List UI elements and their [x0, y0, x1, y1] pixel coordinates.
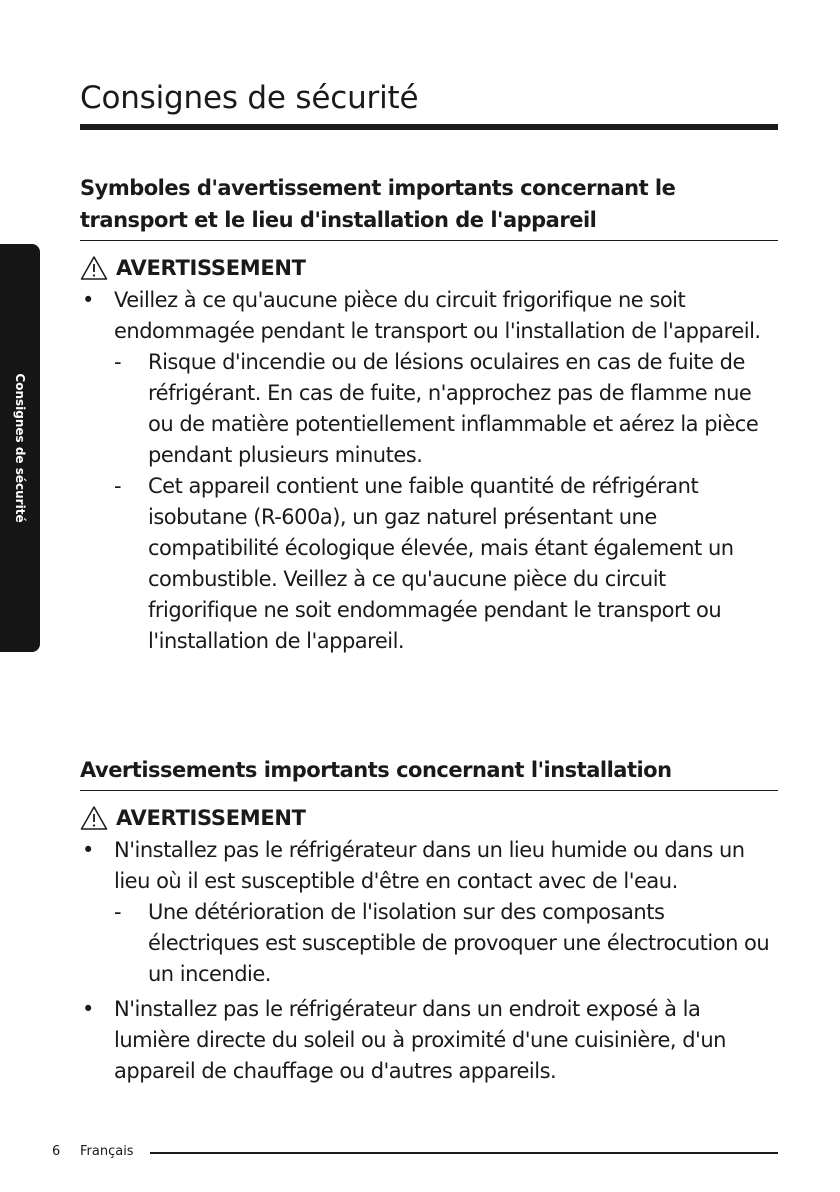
section-heading: [80, 172, 778, 241]
title-rule: [80, 124, 778, 130]
sub-list-item: [114, 897, 778, 990]
warning-list: [80, 285, 778, 657]
warning-text: AVERTISSEMENT: [116, 256, 306, 280]
dash-mark: -: [114, 900, 122, 924]
side-tab-label: Consignes de sécurité: [13, 373, 27, 523]
section-installation: [80, 754, 778, 1087]
footer-rule: [150, 1152, 778, 1154]
section-heading-line: Symboles d'avertissement importants concernant le: [80, 176, 676, 200]
bullet-mark: •: [82, 997, 94, 1021]
list-item: [80, 285, 778, 657]
warning-text: AVERTISSEMENT: [116, 806, 306, 830]
warning-label: [80, 805, 778, 831]
sub-list-item-text: Cet appareil contient une faible quantité de réfrigérant isobutane (R-600a), un gaz naturel présentant une compatibilité écologique élevée, mais étant également un combustible. Veillez à ce qu'aucune pièce du circuit frigorifique ne soit endommagée pendant le transport ou l'installation de l'appareil.: [148, 474, 734, 653]
list-item: [80, 994, 778, 1087]
page-number: 6: [52, 1144, 61, 1159]
sub-list-item: [114, 347, 778, 471]
dash-mark: -: [114, 350, 122, 374]
list-item-text: N'installez pas le réfrigérateur dans un lieu humide ou dans un lieu où il est susceptible d'être en contact avec de l'eau.: [114, 838, 745, 893]
warning-triangle-icon: [80, 255, 108, 281]
list-item-text: Veillez à ce qu'aucune pièce du circuit frigorifique ne soit endommagée pendant le transport ou l'installation de l'appareil.: [114, 288, 761, 343]
dash-mark: -: [114, 474, 122, 498]
bullet-mark: •: [82, 838, 94, 862]
footer-language: Français: [80, 1144, 134, 1159]
sub-list-item: [114, 471, 778, 657]
sub-list-item-text: Une détérioration de l'isolation sur des composants électriques est susceptible de provoquer une électrocution ou un incendie.: [148, 900, 770, 986]
list-item: [80, 835, 778, 990]
sub-list-item-text: Risque d'incendie ou de lésions oculaires en cas de fuite de réfrigérant. En cas de fuite, n'approchez pas de flamme nue ou de matière potentiellement inflammable et aérez la pièce pendant plusieurs minutes.: [148, 350, 759, 467]
list-item-text: N'installez pas le réfrigérateur dans un endroit exposé à la lumière directe du soleil ou à proximité d'une cuisinière, d'un appareil de chauffage ou d'autres appareils.: [114, 997, 726, 1083]
page-title: Consignes de sécurité: [80, 80, 419, 116]
warning-list: [80, 835, 778, 1087]
section-heading-line: transport et le lieu d'installation de l'appareil: [80, 208, 597, 232]
bullet-mark: •: [82, 288, 94, 312]
section-heading-line: Avertissements importants concernant l'installation: [80, 758, 672, 782]
warning-triangle-icon: [80, 805, 108, 831]
section-heading: [80, 754, 778, 791]
section-transport: [80, 172, 778, 657]
warning-label: [80, 255, 778, 281]
